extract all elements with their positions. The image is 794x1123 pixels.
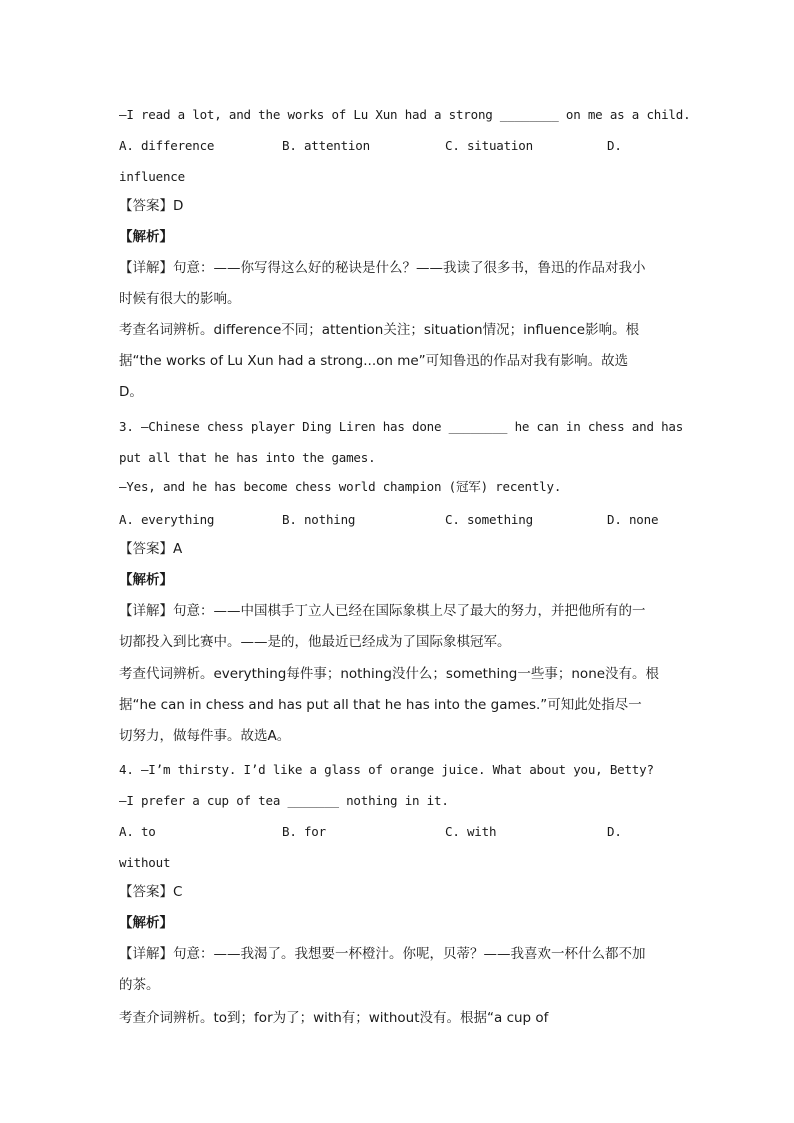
q3-exam-line-3: 切努力，做每件事。故选A。 xyxy=(119,728,291,744)
q2-exam-line-1: 考查名词辨析。difference不同；attention关注；situation情况；influence影响。根 xyxy=(119,322,640,338)
q4-option-c: C. with xyxy=(445,824,497,839)
q3-exam-line-2: 据“he can in chess and has put all that he has into the games.”可知此处指尽一 xyxy=(119,697,642,713)
q2-option-c: C. situation xyxy=(445,138,533,153)
q4-exam-line-1: 考查介词辨析。to到；for为了；with有；without没有。根据“a cup of xyxy=(119,1010,549,1026)
q4-stem-line-1: 4. —I’m thirsty. I’d like a glass of orange juice. What about you, Betty? xyxy=(119,762,654,777)
q2-detail-line-1: 【详解】句意：——你写得这么好的秘诀是什么？——我读了很多书，鲁迅的作品对我小 xyxy=(119,260,646,276)
q2-option-a: A. difference xyxy=(119,138,215,153)
q2-exam-line-2: 据“the works of Lu Xun had a strong...on me”可知鲁迅的作品对我有影响。故选 xyxy=(119,353,629,369)
q2-exam-line-3: D。 xyxy=(119,384,143,400)
q3-option-a: A. everything xyxy=(119,512,215,527)
q2-answer: 【答案】D xyxy=(119,198,184,214)
q3-detail-line-2: 切都投入到比赛中。——是的，他最近已经成为了国际象棋冠军。 xyxy=(119,634,511,650)
q3-answer: 【答案】A xyxy=(119,541,183,557)
q3-stem-line-1: 3. —Chinese chess player Ding Liren has done ________ he can in chess and has xyxy=(119,419,684,434)
q2-option-d: D. xyxy=(607,138,622,153)
q3-option-b: B. nothing xyxy=(282,512,356,527)
q4-analysis-title: 【解析】 xyxy=(119,915,173,931)
q4-option-a: A. to xyxy=(119,824,156,839)
q3-stem-line-2: put all that he has into the games. xyxy=(119,450,376,465)
q2-option-d-text: influence xyxy=(119,169,185,184)
q4-stem-line-2: —I prefer a cup of tea _______ nothing in it. xyxy=(119,793,449,808)
q4-detail-line-1: 【详解】句意：——我渴了。我想要一杯橙汁。你呢，贝蒂？——我喜欢一杯什么都不加 xyxy=(119,946,646,962)
q2-option-b: B. attention xyxy=(282,138,370,153)
q3-exam-line-1: 考查代词辨析。everything每件事；nothing没什么；something一些事；none没有。根 xyxy=(119,666,660,682)
q2-analysis-title: 【解析】 xyxy=(119,229,173,245)
q4-option-d-text: without xyxy=(119,855,171,870)
q2-stem-line: —I read a lot, and the works of Lu Xun had a strong ________ on me as a child. xyxy=(119,107,691,122)
q2-detail-line-2: 时候有很大的影响。 xyxy=(119,291,241,307)
q4-answer: 【答案】C xyxy=(119,884,183,900)
q3-option-c: C. something xyxy=(445,512,533,527)
q3-option-d: D. none xyxy=(607,512,659,527)
q3-analysis-title: 【解析】 xyxy=(119,572,173,588)
q4-option-d: D. xyxy=(607,824,622,839)
q3-stem-line-3: —Yes, and he has become chess world champion (冠军) recently. xyxy=(119,479,562,494)
q4-option-b: B. for xyxy=(282,824,326,839)
q4-detail-line-2: 的茶。 xyxy=(119,977,160,993)
q3-detail-line-1: 【详解】句意：——中国棋手丁立人已经在国际象棋上尽了最大的努力，并把他所有的一 xyxy=(119,603,646,619)
